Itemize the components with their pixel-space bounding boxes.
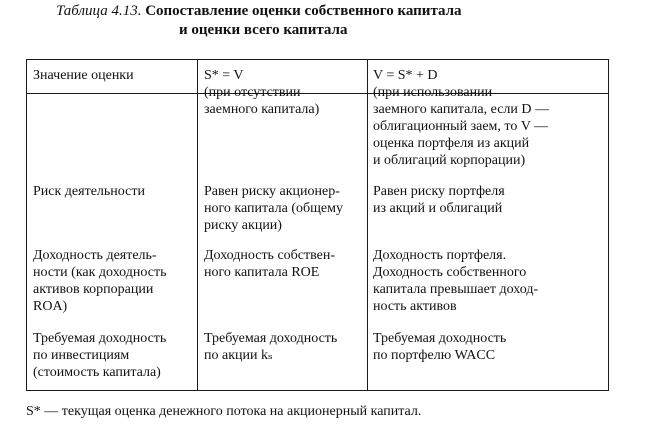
table-cell-required-equity: Требуемая доходность по акции kₛ bbox=[204, 331, 338, 363]
table-cell-risk-label: Риск деятельности bbox=[33, 184, 145, 199]
table-cell-required-total: Требуемая доходность по портфелю WACC bbox=[373, 331, 507, 363]
caption-title-line2: и оценки всего капитала bbox=[179, 22, 348, 38]
table-cell-required-label: Требуемая доходность по инвестициям (стоимость капитала) bbox=[33, 331, 167, 380]
table-cell-header-label: Значение оценки bbox=[33, 68, 134, 83]
caption-label: Таблица 4.13. bbox=[56, 3, 142, 19]
column-divider bbox=[197, 60, 198, 390]
table-footnote: S* — текущая оценка денежного потока на акционерный капитал. bbox=[26, 404, 422, 419]
table-cell-return-total: Доходность портфеля. Доходность собственного капитала превышает доход- ность активов bbox=[373, 248, 539, 314]
table-cell-return-label: Доходность деятель- ности (как доходность активов корпорации ROA) bbox=[33, 248, 167, 314]
column-divider bbox=[367, 60, 368, 390]
table-cell-header-total: V = S* + D (при использовании заемного капитала, если D — облигационный заем, то V — оценка портфеля из акций и облигаций корпорации) bbox=[373, 68, 549, 168]
table-cell-return-equity: Доходность собствен- ного капитала ROE bbox=[204, 248, 336, 280]
table-cell-risk-equity: Равен риску акционер- ного капитала (общему риску акции) bbox=[204, 184, 343, 233]
table-caption bbox=[56, 2, 616, 40]
comparison-table bbox=[26, 59, 609, 391]
table-cell-header-equity: S* = V (при отсутствии заемного капитала) bbox=[204, 68, 320, 117]
caption-title: Сопоставление оценки собственного капитала bbox=[145, 3, 462, 19]
table-cell-risk-total: Равен риску портфеля из акций и облигаций bbox=[373, 184, 505, 216]
